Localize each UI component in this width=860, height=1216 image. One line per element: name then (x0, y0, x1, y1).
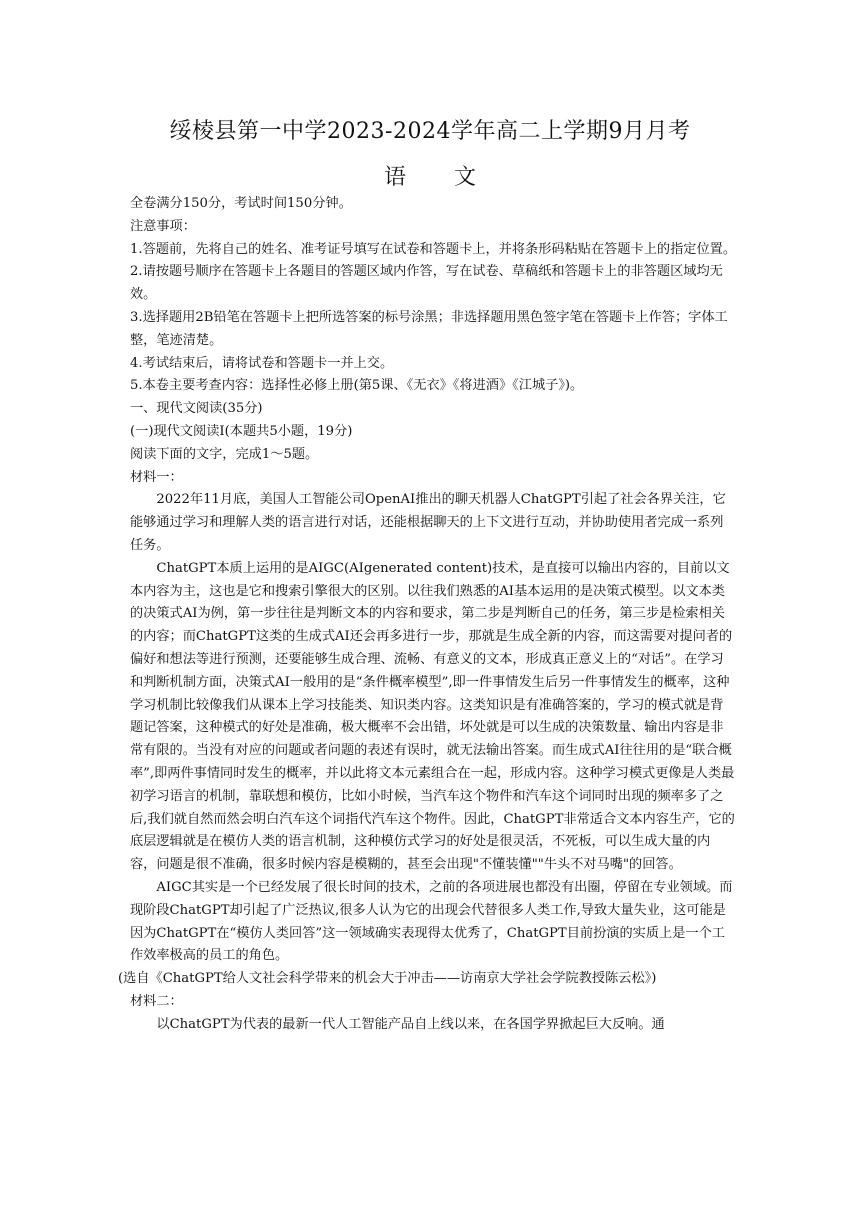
material-1-paragraph: 2022年11月底，美国人工智能公司OpenAI推出的聊天机器人ChatGPT引起了社会各界关注，它能够通过学习和理解人类的语言进行对话，还能根据聊天的上下文进行互动，并协助使用者完成一系列任务。 (130, 492, 726, 553)
material-1-paragraph: ChatGPT本质上运用的是AIGC(AIgenerated content)技术，是直接可以输出内容的，目前以文本内容为主，这也是它和搜索引擎很大的区别。以往我们熟悉的AI基本运用的是决策式模型。以文本类的决策式AI为例，第一步往往是判断文本的内容和要求，第二步是判断自己的任务，第三步是检索相关的内容；而ChatGPT这类的生成式AI还会再多进行一步，那就是生成全新的内容，而这需要对提问者的偏好和想法等进行预测，还要能够生成合理、流畅、有意义的文本，形成真正意义上的“对话”。在学习和判断机制方面，决策式AI一般用的是“条件概率模型”,即一件事情发生后另一件事情发生的概率，这种学习机制比较像我们从课本上学习技能类、知识类内容。这类知识是有准确答案的，学习的模式就是背题记答案，这种模式的好处是准确，极大概率不会出错，坏处就是可以生成的决策数量、输出内容是非常有限的。当没有对应的问题或者问题的表述有误时，就无法输出答案。而生成式AI往往用的是“联合概率”,即两件事情同时发生的概率，并以此将文本元素组合在一起，形成内容。这种学习模式更像是人类最初学习语言的机制，靠联想和模仿，比如小时候，当汽车这个物件和汽车这个词同时出现的频率多了之后,我们就自然而然会明白汽车这个词指代汽车这个物件。因此，ChatGPT非常适合文本内容生产，它的底层逻辑就是在模仿人类的语言机制，这种模仿式学习的好处是很灵活，不死板，可以生成大量的内容，问题是很不准确，很多时候内容是模糊的，甚至会出现"不懂装懂""牛头不对马嘴"的回答。 (130, 560, 735, 873)
section-subheading: (一)现代文阅读I(本题共5小题，19分) (130, 423, 353, 439)
score-line: 全卷满分150分，考试时间150分钟。 (130, 196, 352, 211)
material-1-label: 材料一： (130, 469, 183, 485)
material-2-label: 材料二： (130, 993, 183, 1009)
reading-instruction: 阅读下面的文字，完成1～5题。 (130, 446, 319, 462)
subject-char-1: 语 (383, 165, 406, 190)
notice-item: 5.本卷主要考查内容：选择性必修上册(第5课、《无衣》《将进酒》《江城子》)。 (130, 378, 584, 394)
material-1-source: (选自《ChatGPT给人文社会科学带来的机会大于冲击——访南京大学社会学院教授陈云松》) (118, 971, 657, 987)
notice-item: 3.选择题用2B铅笔在答题卡上把所选答案的标号涂黑；非选择题用黑色签字笔在答题卡上作答；字体工整，笔迹清楚。 (130, 309, 728, 348)
notice-heading: 注意事项： (130, 218, 196, 234)
exam-content (118, 193, 737, 1036)
notice-item: 2.请按题号顺序在答题卡上各题目的答题区域内作答，写在试卷、草稿纸和答题卡上的非答题区域均无效。 (130, 264, 723, 303)
material-1-paragraph: AIGC其实是一个已经发展了很长时间的技术，之前的各项进展也都没有出圈，停留在专业领域。而现阶段ChatGPT却引起了广泛热议,很多人认为它的出现会代替很多人类工作,导致大量失业，这可能是因为ChatGPT在“模仿人类回答”这一领域确实表现得太优秀了，ChatGPT目前扮演的实质上是一个工作效率极高的员工的角色。 (130, 879, 733, 964)
notice-item: 4.考试结束后，请将试卷和答题卡一并上交。 (130, 355, 394, 371)
material-2-paragraph: 以ChatGPT为代表的最新一代人工智能产品自上线以来，在各国学界掀起巨大反响。通 (156, 1016, 665, 1032)
subject-title (0, 160, 860, 191)
exam-title: 绥棱县第一中学2023-2024学年高二上学期9月月考 (169, 119, 691, 144)
notice-item: 1.答题前，先将自己的姓名、准考证号填写在试卷和答题卡上，并将条形码粘贴在答题卡上的指定位置。 (130, 241, 737, 257)
subject-char-2: 文 (454, 165, 477, 190)
section-heading: 一、现代文阅读(35分) (130, 401, 263, 417)
